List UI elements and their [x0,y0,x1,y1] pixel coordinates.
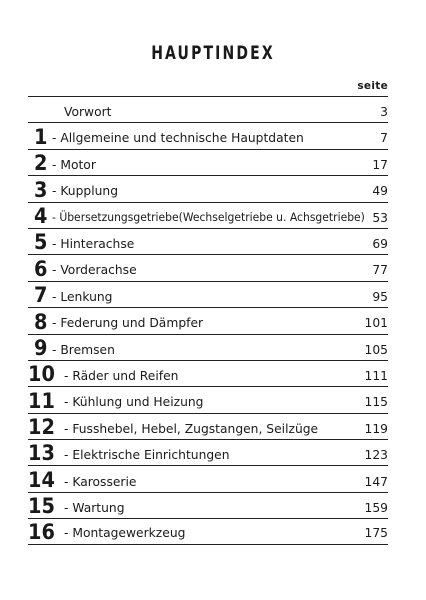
page-column-label: seite [357,80,388,92]
chapter-title: - Federung und Dämpfer [52,316,204,331]
chapter-title: - Karosserie [64,474,137,489]
chapter-page: 95 [372,289,388,304]
chapter-number: 12 [28,415,55,440]
chapter-number: 13 [28,441,55,466]
chapter-number: 6 [34,256,48,281]
toc-row[interactable] [28,228,388,254]
toc-row[interactable] [28,413,388,439]
chapter-title: - Kühlung und Heizung [64,395,204,410]
chapter-title: - Kupplung [52,184,119,199]
page-title: HAUPTINDEX [151,42,275,64]
chapter-page: 77 [372,263,388,278]
chapter-number: 8 [34,309,48,334]
chapter-title: - Bremsen [52,342,115,357]
chapter-title: - Allgemeine und technische Hauptdaten [52,131,304,146]
chapter-page: 175 [364,526,388,541]
chapter-number: 7 [34,283,48,308]
chapter-page: 17 [372,157,388,172]
chapter-page: 49 [372,184,388,199]
toc-row[interactable] [28,149,388,175]
chapter-page: 105 [364,342,388,357]
chapter-title: - Fusshebel, Hebel, Zugstangen, Seilzüge [64,421,319,436]
table-of-contents [28,96,388,545]
toc-row[interactable] [28,465,388,491]
toc-row[interactable] [28,386,388,412]
chapter-number: 10 [28,362,55,387]
toc-row[interactable] [28,202,388,228]
toc-row[interactable] [28,254,388,280]
toc-row[interactable] [28,360,388,386]
chapter-title: - Lenkung [52,289,113,304]
chapter-number: 9 [34,335,48,360]
chapter-number: 16 [28,519,55,544]
toc-row[interactable] [28,307,388,333]
chapter-number: 14 [28,467,55,492]
chapter-title: Vorwort [64,105,112,120]
chapter-title: - Räder und Reifen [64,369,179,383]
toc-row[interactable] [28,492,388,518]
toc-row[interactable] [28,518,388,544]
chapter-page: 115 [364,395,388,410]
chapter-page: 119 [364,421,388,436]
chapter-page: 101 [364,316,388,331]
chapter-number: 1 [34,124,48,149]
chapter-page: 111 [364,369,388,383]
chapter-title: - Elektrische Einrichtungen [64,448,230,463]
chapter-title: - Hinterachse [52,237,135,252]
chapter-number: 5 [34,230,48,255]
chapter-title: - Motor [52,157,96,172]
chapter-title: - Wartung [64,500,125,515]
chapter-page: 159 [364,500,388,515]
chapter-number: 15 [28,494,55,519]
chapter-number: 2 [34,151,48,176]
chapter-number: 4 [34,203,48,228]
chapter-page: 53 [372,210,388,225]
chapter-title: - Montagewerkzeug [64,526,186,541]
chapter-title: - Übersetzungsgetriebe(Wechselgetriebe u. Achsgetriebe) [52,210,365,225]
toc-row[interactable] [28,334,388,360]
chapter-title: - Vorderachse [52,263,137,278]
chapter-page: 7 [380,131,388,146]
toc-row[interactable] [28,122,388,148]
toc-row[interactable] [28,281,388,307]
toc-row[interactable] [28,439,388,465]
chapter-number: 3 [34,177,48,202]
chapter-page: 147 [364,474,388,489]
toc-row[interactable] [28,96,388,122]
chapter-number: 11 [28,388,55,413]
chapter-page: 3 [380,105,388,120]
toc-row[interactable] [28,175,388,201]
chapter-page: 123 [364,448,388,463]
chapter-page: 69 [372,237,388,252]
